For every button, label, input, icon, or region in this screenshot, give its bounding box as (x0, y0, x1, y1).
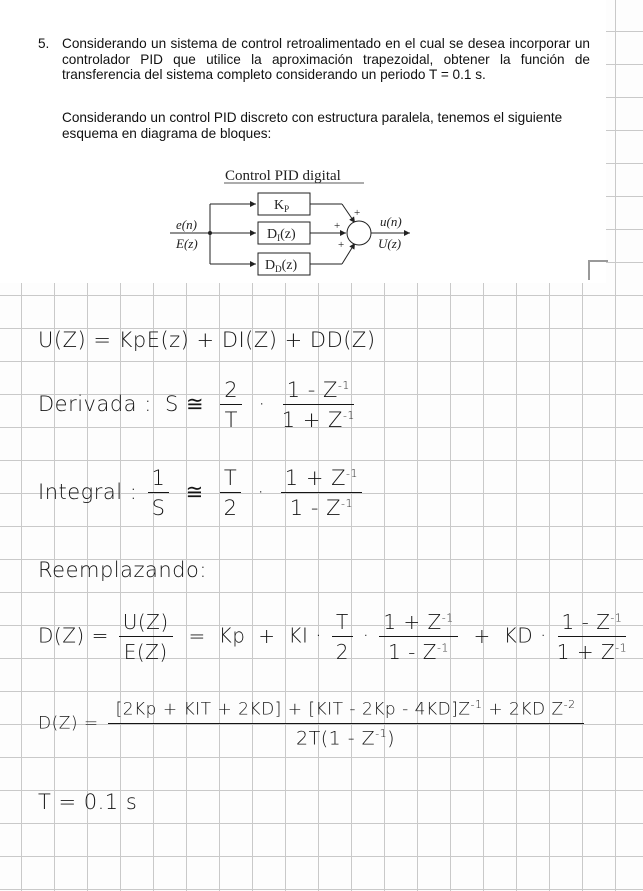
diagram-output-bottom: U(z) (378, 236, 402, 251)
equation-uz: U(Z) = KpE(z) + DI(Z) + DD(Z) (38, 328, 376, 352)
frac-numerator: T (332, 610, 353, 637)
frac-denominator: E(Z) (123, 640, 168, 664)
block-di-arg: (z) (280, 227, 296, 242)
block-kp-label: K (274, 198, 285, 213)
frac-numerator: 1 (148, 466, 170, 493)
exponent: -2 (563, 698, 576, 711)
dz-kp: Kp (218, 623, 246, 648)
integral-label: Integral : (38, 480, 138, 504)
dz-expansion-row (38, 610, 630, 664)
frac-numerator: U(Z) (119, 610, 173, 637)
dz-dot-2: · (362, 623, 370, 648)
exponent: -1 (615, 641, 628, 655)
frac-denominator: 1 + Z (281, 408, 343, 432)
block-di-label: D (267, 227, 278, 242)
problem-text: Considerando un sistema de control retroalimentado en el cual se desea incorporar un controlador PID que utilice la aproximación trapezoidal, obtener la función de transferencia del sistema completo considerando un periodo T = 0.1 s. (62, 36, 590, 83)
problem-number: 5. (38, 36, 50, 51)
final-denominator: 2T(1 - Z (296, 726, 376, 749)
printed-problem-sheet (0, 0, 606, 283)
frac-numerator: 1 - Z (286, 378, 338, 402)
pid-block-diagram (170, 162, 430, 280)
diagram-output-top: u(n) (380, 214, 402, 229)
final-numerator-tail: + 2KD Z (482, 699, 564, 720)
block-kp-sub: P (284, 204, 290, 214)
exponent: -1 (342, 409, 355, 422)
plus-mid: + (334, 220, 341, 232)
frac-numerator: 2 (220, 378, 242, 405)
derivada-label: Derivada : (38, 392, 152, 416)
period-value: T = 0.1 s (38, 790, 138, 814)
reemplazando-label: Reemplazando: (38, 558, 207, 582)
derivada-frac-z (282, 378, 355, 432)
frac-denominator: 2 (223, 496, 238, 520)
dz-frac-derivative (557, 610, 627, 664)
exponent: -1 (436, 641, 449, 655)
exponent: -1 (610, 611, 623, 625)
frac-denominator: 1 - Z (388, 640, 437, 664)
integral-frac-1-over-s (148, 466, 170, 520)
diagram-title: Control PID digital (225, 168, 341, 184)
dz-frac-integral (379, 610, 457, 664)
frac-numerator: T (220, 466, 241, 493)
final-numerator: [2Kp + KIT + 2KD] + [KIT - 2Kp - 4KD]Z (115, 699, 471, 720)
frac-numerator: 1 - Z (561, 610, 611, 634)
final-denominator-close: ) (387, 726, 396, 749)
final-fraction (108, 698, 584, 749)
block-dd-arg: (z) (281, 258, 298, 273)
exponent: -1 (470, 698, 483, 711)
exponent: -1 (441, 611, 454, 625)
integral-row: Integral : $\frac{1}{S}$ ≅ $\frac{T}{2}$ · $\frac{1 + Z^{-1}}{1 - Z^{-1}}$ (38, 466, 365, 520)
dz-kd: KD (503, 623, 534, 648)
intro-paragraph: Considerando un control PID discreto con estructura paralela, tenemos el siguiente esquema en diagrama de bloques: (62, 110, 563, 141)
dz-eq: = (188, 623, 206, 648)
exponent: -1 (337, 379, 350, 392)
frac-numerator: 1 + Z (284, 466, 346, 490)
block-dd-sub: D (275, 264, 282, 274)
derivada-s: S ≅ (165, 392, 205, 416)
integral-frac-z (281, 466, 362, 520)
block-di-sub: I (277, 233, 281, 243)
frac-denominator: 1 + Z (556, 640, 616, 664)
frac-numerator: 1 + Z (383, 610, 442, 634)
diagram-input-bottom: E(z) (176, 236, 198, 251)
final-transfer-function (38, 698, 587, 749)
dz-dot-3: · (540, 623, 547, 648)
derivada-row: Derivada : S ≅ $\frac{2}{T}$ · $\frac{1 - Z^{-1}}{1 + Z^{-1}}$ (38, 378, 355, 432)
exponent: -1 (375, 726, 388, 740)
svg-text:DD(z) (265, 258, 298, 274)
integral-frac-t-over-2 (220, 466, 241, 520)
summing-junction (347, 221, 371, 245)
exponent: -1 (346, 467, 358, 480)
frac-denominator: 1 - Z (289, 496, 341, 520)
svg-text:DI(z) (267, 227, 296, 243)
plus-bottom: + (338, 239, 345, 251)
plus-top: + (354, 207, 361, 219)
dz-frac-u-over-e (119, 610, 173, 664)
frac-denominator: 2 (335, 640, 349, 664)
dz-lhs: D(Z) = (38, 623, 109, 648)
dz-dot-1: · (315, 623, 323, 648)
derivada-frac-2-over-t (220, 378, 242, 432)
frac-denominator: T (224, 408, 238, 432)
dz-plus-1: + (258, 623, 276, 648)
integral-approx: ≅ (185, 480, 204, 504)
diagram-input-top: e(n) (176, 217, 197, 232)
dz-ki: KI (288, 623, 309, 648)
page-corner-mark (588, 260, 608, 280)
exponent: -1 (340, 497, 353, 510)
block-dd-label: D (265, 258, 276, 273)
final-lhs: D(Z) = (38, 713, 99, 734)
problem-statement (38, 36, 590, 83)
frac-denominator: S (151, 496, 166, 520)
dz-frac-t-over-2 (332, 610, 353, 664)
dz-plus-2: + (473, 623, 491, 648)
